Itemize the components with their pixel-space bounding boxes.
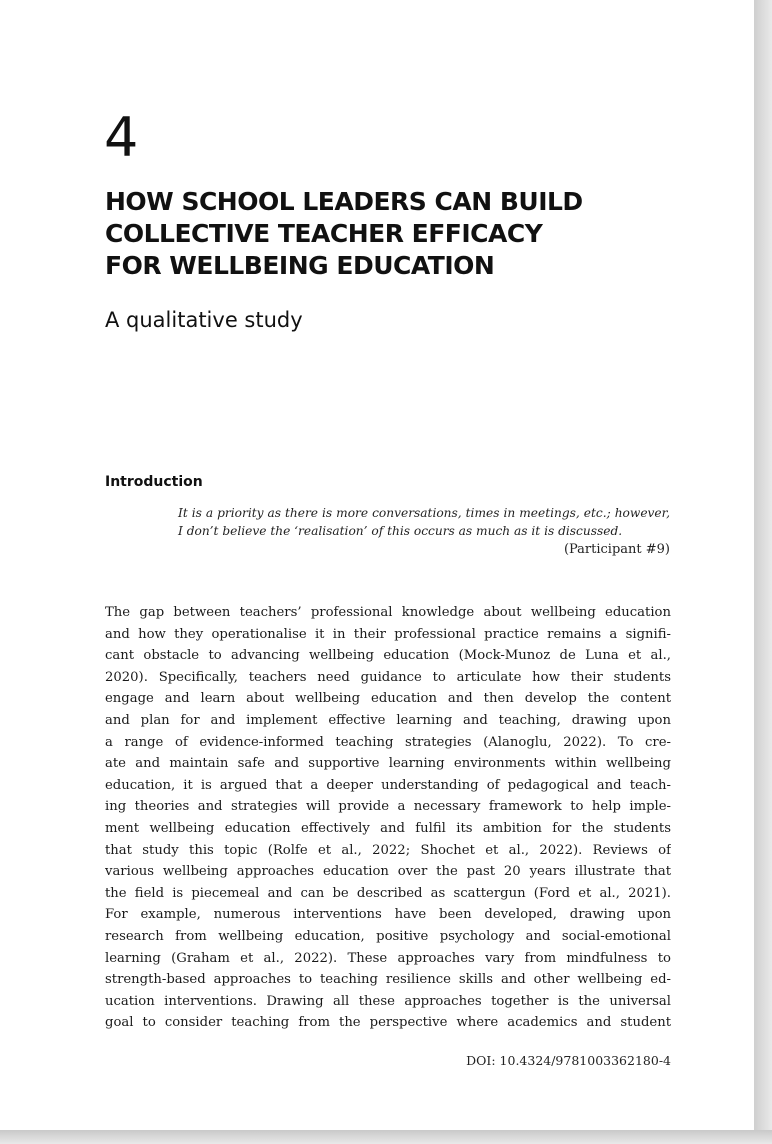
epigraph-line: I don’t believe the ‘realisation’ of this occurs as much as it is discussed.	[178, 524, 623, 538]
body-line: For example, numerous interventions have been developed, drawing upon	[105, 907, 671, 923]
chapter-title-line: HOW SCHOOL LEADERS CAN BUILD	[105, 187, 583, 216]
page-stack-edge-right	[754, 0, 772, 1144]
body-line: the field is piecemeal and can be described as scattergun (Ford et al., 2021).	[105, 885, 671, 901]
chapter-title-line: FOR WELLBEING EDUCATION	[105, 251, 495, 280]
epigraph-quote	[178, 504, 670, 540]
body-line: various wellbeing approaches education over the past 20 years illustrate that	[105, 864, 671, 880]
section-heading-introduction: Introduction	[105, 474, 203, 490]
body-line: learning (Graham et al., 2022). These approaches vary from mindfulness to	[105, 950, 671, 966]
body-paragraph	[105, 602, 671, 1034]
body-line: cant obstacle to advancing wellbeing education (Mock-Munoz de Luna et al.,	[105, 648, 671, 664]
chapter-subtitle: A qualitative study	[105, 308, 303, 332]
body-line: and how they operationalise it in their professional practice remains a signifi-	[105, 626, 671, 642]
chapter-title-line: COLLECTIVE TEACHER EFFICACY	[105, 219, 543, 248]
body-line: ing theories and strategies will provide a necessary framework to help imple-	[105, 799, 671, 815]
body-line: ment wellbeing education effectively and fulfil its ambition for the students	[105, 820, 671, 836]
epigraph-attribution: (Participant #9)	[563, 542, 670, 557]
doi-footer: DOI: 10.4324/9781003362180-4	[466, 1053, 671, 1068]
chapter-title	[105, 186, 685, 282]
body-line: and plan for and implement effective learning and teaching, drawing upon	[105, 712, 671, 728]
body-line: a range of evidence-informed teaching strategies (Alanoglu, 2022). To cre-	[105, 734, 671, 750]
body-line: research from wellbeing education, positive psychology and social-emotional	[105, 928, 671, 944]
body-line: education, it is argued that a deeper understanding of pedagogical and teach-	[105, 777, 671, 793]
body-line: ucation interventions. Drawing all these approaches together is the universal	[105, 993, 671, 1009]
body-line: strength-based approaches to teaching resilience skills and other wellbeing ed-	[105, 972, 671, 988]
page-stack-edge-bottom	[0, 1130, 772, 1144]
body-line: The gap between teachers’ professional knowledge about wellbeing education	[105, 605, 671, 620]
body-line: engage and learn about wellbeing education and then develop the content	[105, 691, 671, 707]
body-line: goal to consider teaching from the perspective where academics and student	[105, 1015, 671, 1031]
body-line: ate and maintain safe and supportive learning environments within wellbeing	[105, 756, 671, 772]
epigraph-line: It is a priority as there is more conversations, times in meetings, etc.; however,	[178, 506, 670, 520]
body-line: 2020). Specifically, teachers need guidance to articulate how their students	[105, 669, 671, 685]
body-line: that study this topic (Rolfe et al., 2022; Shochet et al., 2022). Reviews of	[105, 842, 671, 858]
chapter-number: 4	[104, 106, 139, 169]
